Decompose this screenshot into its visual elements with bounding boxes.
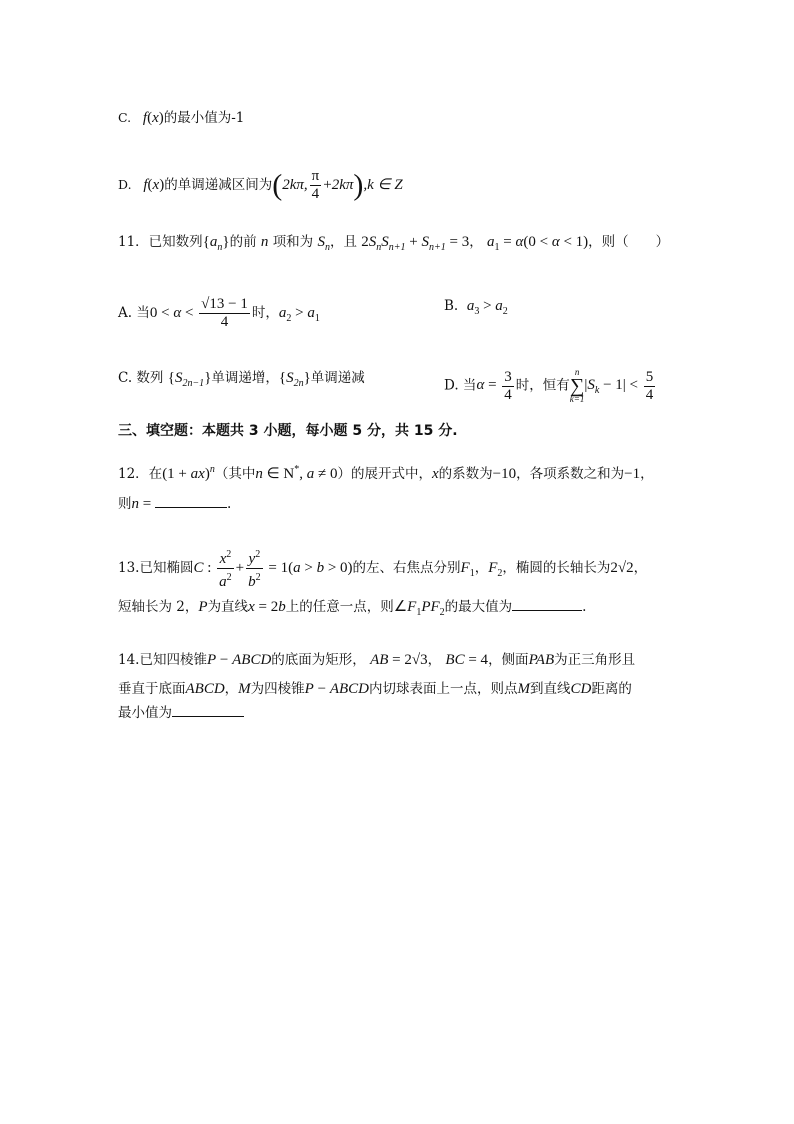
answer-blank[interactable] bbox=[155, 507, 227, 508]
math-ellipse: C : $\frac{x^2}{a^2}$ + $\frac{y^2}{b^2}$ = 1(a > b > 0) bbox=[193, 560, 352, 576]
q13-line2: 短轴长为 2，P为直线x = 2b上的任意一点，则$\angle F_1PF_2$的最大值为 . bbox=[118, 599, 587, 618]
q11-stem: 11．已知数列$\{a_n\}$的前 n 项和为 $S_n$，且 $2S_nS_{n+1} + S_{n+1} = 3$， $a_1 = \alpha(0 < \alpha < 1)$，则（ ） bbox=[118, 234, 670, 253]
q14-line3: 最小值为 bbox=[118, 703, 244, 723]
q11-option-b: B. $a_3 > a_2$ bbox=[444, 298, 508, 317]
q11-option-c: C. 数列 $\{S_{2n-1}\}$单调递增，$\{S_{2n}\}$单调递减 bbox=[118, 370, 365, 389]
math-f-x: f(x) bbox=[135, 176, 165, 193]
q13-line1: 13.已知椭圆C : $\frac{x^2}{a^2}$ + $\frac{y^2}{b^2}$ = 1(a > b > 0)的左、右焦点分别$F_1$，$F_2$，椭圆的长轴长为2√2， bbox=[118, 546, 647, 591]
q10-option-c: C. f(x)的最小值为-1 bbox=[118, 110, 245, 126]
q12-line1: 12．在(1 + ax)$^n$（其中n ∈ N*, a ≠ 0）的展开式中，x的系数为−10，各项系数之和为−1， bbox=[118, 464, 654, 482]
answer-blank[interactable] bbox=[512, 610, 582, 611]
q12-line2: 则n = . bbox=[118, 496, 232, 512]
q11-option-d: D. 当α = $\frac{3}{4}$ 时，恒有 n ∑ k=1 $|S_k - 1|$ < $\frac{5}{4}$ bbox=[444, 368, 657, 404]
q10-option-d: D. f(x)的单调递减区间为(2kπ, $\frac{\pi}{4}$ +2kπ),k ∈ Z bbox=[118, 168, 403, 202]
section-heading: 三、填空题：本题共 3 小题，每小题 5 分，共 15 分. bbox=[118, 423, 458, 439]
math-recurrence: $2S_nS_{n+1} + S_{n+1} = 3$ bbox=[361, 234, 470, 253]
q14-line1: 14.已知四棱锥P − ABCD的底面为矩形， AB = 2√3， BC = 4，侧面PAB为正三角形且 bbox=[118, 652, 636, 668]
math-initial: $a_1 = \alpha(0 < \alpha < 1)$ bbox=[487, 234, 589, 253]
math-sum: n ∑ k=1 $|S_k - 1|$ < $\frac{5}{4}$ bbox=[569, 367, 654, 404]
q11-option-a: A. 当0 < α < $\frac{√13 - 1}{4}$ 时，$a_2 > a_1$ bbox=[118, 296, 320, 330]
math-interval: (2kπ, $\frac{\pi}{4}$ +2kπ) bbox=[272, 168, 364, 202]
math-f-x: f(x) bbox=[135, 110, 164, 126]
answer-blank[interactable] bbox=[172, 716, 244, 717]
q14-line2: 垂直于底面ABCD，M为四棱锥P − ABCD内切球表面上一点，则点M到直线CD距离的 bbox=[118, 681, 632, 697]
